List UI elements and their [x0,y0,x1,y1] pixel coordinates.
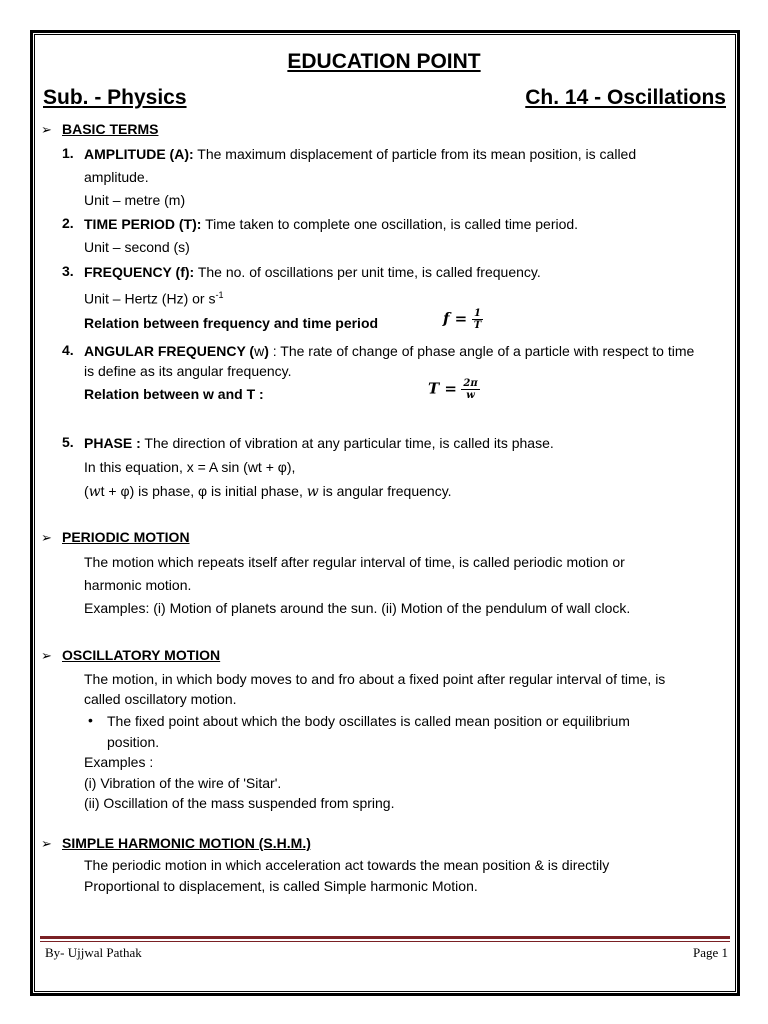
item-number: 2. [62,215,74,231]
item-number: 4. [62,342,74,358]
oscillatory-bullet-text: position. [107,734,160,750]
section-heading-basic-terms: BASIC TERMS [62,121,159,137]
arrow-bullet-icon: ➢ [41,530,52,545]
phase-explanation: (wt + φ) is phase, φ is initial phase, w is angular frequency. [84,483,452,500]
arrow-bullet-icon: ➢ [41,836,52,851]
bullet-dot-icon: • [88,712,93,728]
phase-definition: PHASE : The direction of vibration at any particular time, is called its phase. [84,435,554,451]
frequency-definition: FREQUENCY (f): The no. of oscillations per unit time, is called frequency. [84,264,541,280]
section-heading-shm: SIMPLE HARMONIC MOTION (S.H.M.) [62,835,311,851]
footer-rule-thin [40,941,730,942]
item-number: 5. [62,434,74,450]
footer-rule [40,936,730,939]
frequency-formula: f = $\frac{1}{T}$ [443,308,482,331]
amplitude-definition-cont: amplitude. [84,169,149,185]
oscillatory-motion-text: The motion, in which body moves to and fro about a fixed point after regular interval of time, is [84,671,666,687]
frequency-unit: Unit – Hertz (Hz) or $s^{-1}$ [84,290,224,307]
angular-relation-label: Relation between w and T : [84,386,264,402]
footer-author: By- Ujjwal Pathak [45,945,142,960]
amplitude-unit: Unit – metre (m) [84,192,186,208]
shm-text: Proportional to displacement, is called Simple harmonic Motion. [84,878,478,894]
arrow-bullet-icon: ➢ [41,648,52,663]
angular-frequency-definition-cont: is define as its angular frequency. [84,363,292,379]
subject-heading: Sub. - Physics [43,86,187,109]
angular-frequency-definition: ANGULAR FREQUENCY (w) : The rate of change of phase angle of a particle with respect to time [84,343,695,359]
document-title: EDUCATION POINT [287,50,481,73]
arrow-bullet-icon: ➢ [41,122,52,137]
oscillatory-example: (i) Vibration of the wire of 'Sitar'. [84,775,282,791]
oscillatory-example: (ii) Oscillation of the mass suspended from spring. [84,795,395,811]
periodic-motion-text: The motion which repeats itself after regular interval of time, is called periodic motion or [84,554,625,570]
frequency-relation-label: Relation between frequency and time period [84,315,379,331]
section-heading-oscillatory-motion: OSCILLATORY MOTION [62,647,221,663]
oscillatory-bullet-text: The fixed point about which the body oscillates is called mean position or equilibrium [107,713,630,729]
periodic-motion-examples: Examples: (i) Motion of planets around the sun. (ii) Motion of the pendulum of wall clock. [84,600,631,616]
amplitude-definition: AMPLITUDE (A): The maximum displacement of particle from its mean position, is called [84,146,637,162]
time-period-definition: TIME PERIOD (T): Time taken to complete one oscillation, is called time period. [84,216,579,232]
phase-equation: In this equation, x = A sin (wt + φ), [84,459,296,475]
section-heading-periodic-motion: PERIODIC MOTION [62,529,190,545]
oscillatory-examples-label: Examples : [84,754,154,770]
chapter-heading: Ch. 14 - Oscillations [525,86,726,109]
shm-text: The periodic motion in which acceleration act towards the mean position & is directily [84,857,610,873]
item-number: 1. [62,145,74,161]
item-number: 3. [62,263,74,279]
periodic-motion-text: harmonic motion. [84,577,192,593]
angular-formula: T = $\frac{2\pi}{w}$ [428,378,478,401]
time-period-unit: Unit – second (s) [84,239,190,255]
footer-page-number: Page 1 [692,945,728,960]
oscillatory-motion-text: called oscillatory motion. [84,691,237,707]
